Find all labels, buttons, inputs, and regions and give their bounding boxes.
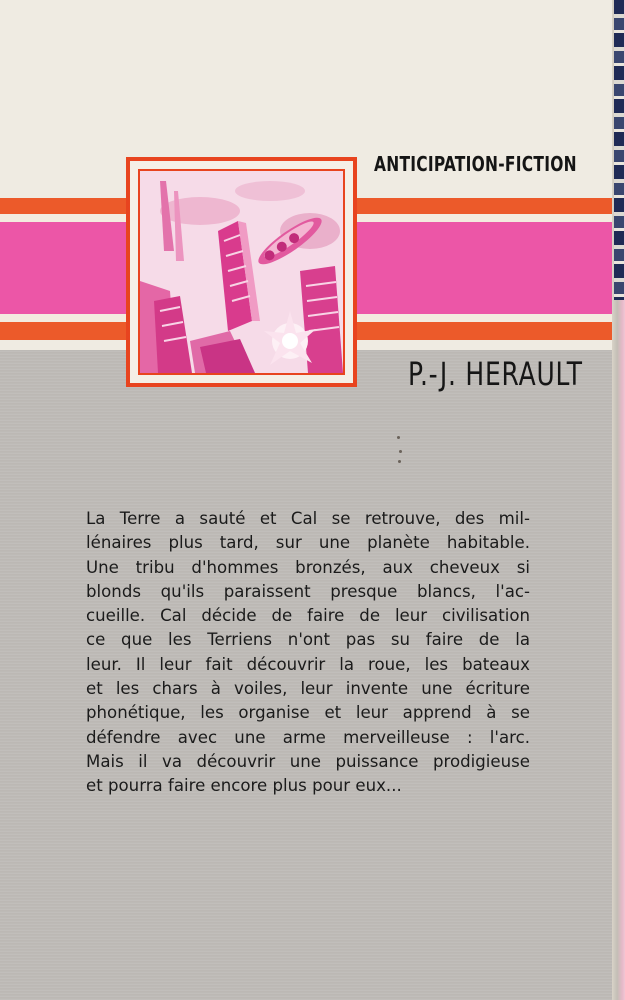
series-label: ANTICIPATION-FICTION: [374, 152, 577, 176]
blurb-line: et pourra faire encore plus pour eux...: [86, 776, 402, 796]
spine-pattern: [614, 0, 624, 300]
paper-speck: [398, 460, 401, 463]
blurb-line: La Terre a sauté et Cal se retrouve, des mil-: [86, 509, 530, 528]
blurb-line: Mais il va découvrir une puissance prodigieuse: [86, 751, 530, 771]
blurb-line: phonétique, les organise et leur apprend à se: [86, 703, 530, 723]
blurb-line: blonds qu'ils paraissent presque blancs, l'ac-: [86, 581, 530, 601]
paper-speck: [397, 436, 400, 439]
illustration-frame: [126, 157, 357, 387]
futuristic-city-illustration: [138, 169, 345, 375]
city-spaceship-drawing: [140, 171, 343, 373]
blurb-line: défendre avec une arme merveilleuse : l'arc.: [86, 727, 530, 747]
author-name: P.-J. HERAULT: [408, 355, 583, 393]
blurb-line: lénaires plus tard, sur une planète habitable.: [86, 533, 530, 553]
blurb-line: et les chars à voiles, leur invente une écriture: [86, 679, 530, 699]
paper-speck: [399, 450, 402, 453]
blurb-line: Une tribu d'hommes bronzés, aux cheveux si: [86, 557, 530, 577]
blurb-line: leur. Il leur fait découvrir la roue, les bateaux: [86, 654, 530, 674]
blurb-line: ce que les Terriens n'ont pas su faire de la: [86, 630, 530, 650]
blurb-line: cueille. Cal décide de faire de leur civilisation: [86, 606, 530, 626]
back-cover-blurb: [86, 507, 530, 799]
